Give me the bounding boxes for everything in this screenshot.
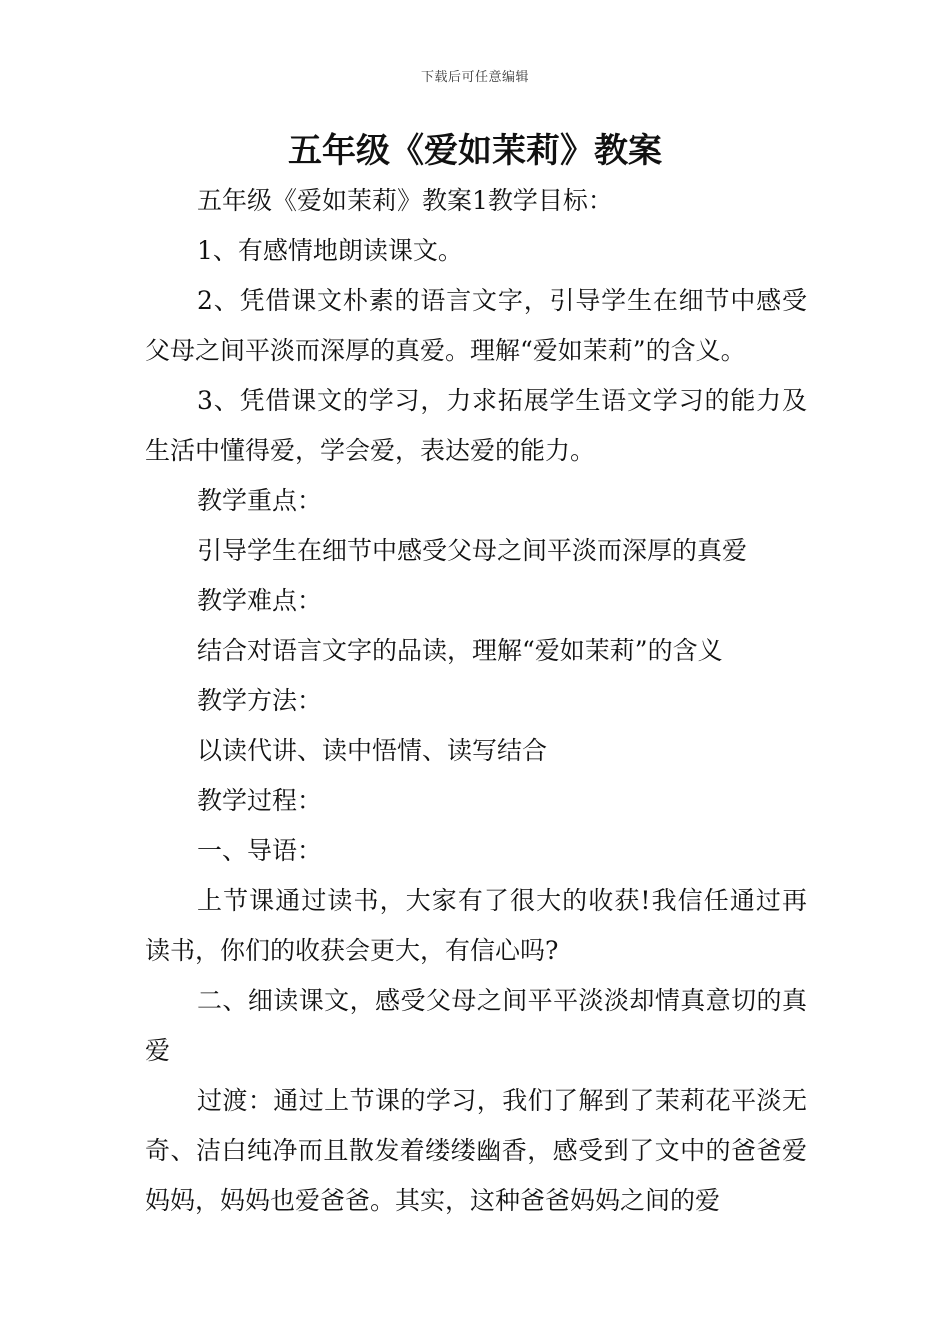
paragraph-step-1-heading: 一、导语： — [197, 836, 323, 865]
paragraph-step-2-heading: 二、细读课文，感受父母之间平平淡淡却情真意切的真爱 — [145, 986, 807, 1065]
paragraph-goal-1: 1、有感情地朗读课文。 — [197, 236, 463, 265]
paragraph-method-heading: 教学方法： — [197, 686, 323, 715]
paragraph-transition: 过渡：通过上节课的学习，我们了解到了茉莉花平淡无奇、洁白纯净而且散发着缕缕幽香，感受到了文中的爸爸爱妈妈，妈妈也爱爸爸。其实，这种爸爸妈妈之间的爱 — [145, 1086, 807, 1215]
paragraph-difficulty: 结合对语言文字的品读，理解“爱如茉莉”的含义 — [197, 636, 723, 665]
document-body — [145, 176, 807, 1226]
paragraph-process-heading: 教学过程： — [197, 786, 323, 815]
paragraph-method: 以读代讲、读中悟情、读写结合 — [197, 736, 548, 765]
paragraph-intro: 五年级《爱如茉莉》教案1教学目标： — [197, 186, 613, 215]
paragraph-key-point: 引导学生在细节中感受父母之间平淡而深厚的真爱 — [197, 536, 748, 565]
paragraph-difficulty-heading: 教学难点： — [197, 586, 323, 615]
paragraph-key-point-heading: 教学重点： — [197, 486, 323, 515]
paragraph-goal-3: 3、凭借课文的学习，力求拓展学生语文学习的能力及生活中懂得爱，学会爱，表达爱的能力。 — [145, 386, 807, 465]
document-title: 五年级《爱如茉莉》教案 — [288, 131, 662, 171]
paragraph-goal-2: 2、凭借课文朴素的语言文字，引导学生在细节中感受父母之间平淡而深厚的真爱。理解“爱如茉莉”的含义。 — [145, 286, 807, 365]
header-note: 下载后可任意编辑 — [420, 70, 529, 85]
paragraph-step-1: 上节课通过读书，大家有了很大的收获!我信任通过再读书，你们的收获会更大，有信心吗? — [145, 886, 807, 965]
